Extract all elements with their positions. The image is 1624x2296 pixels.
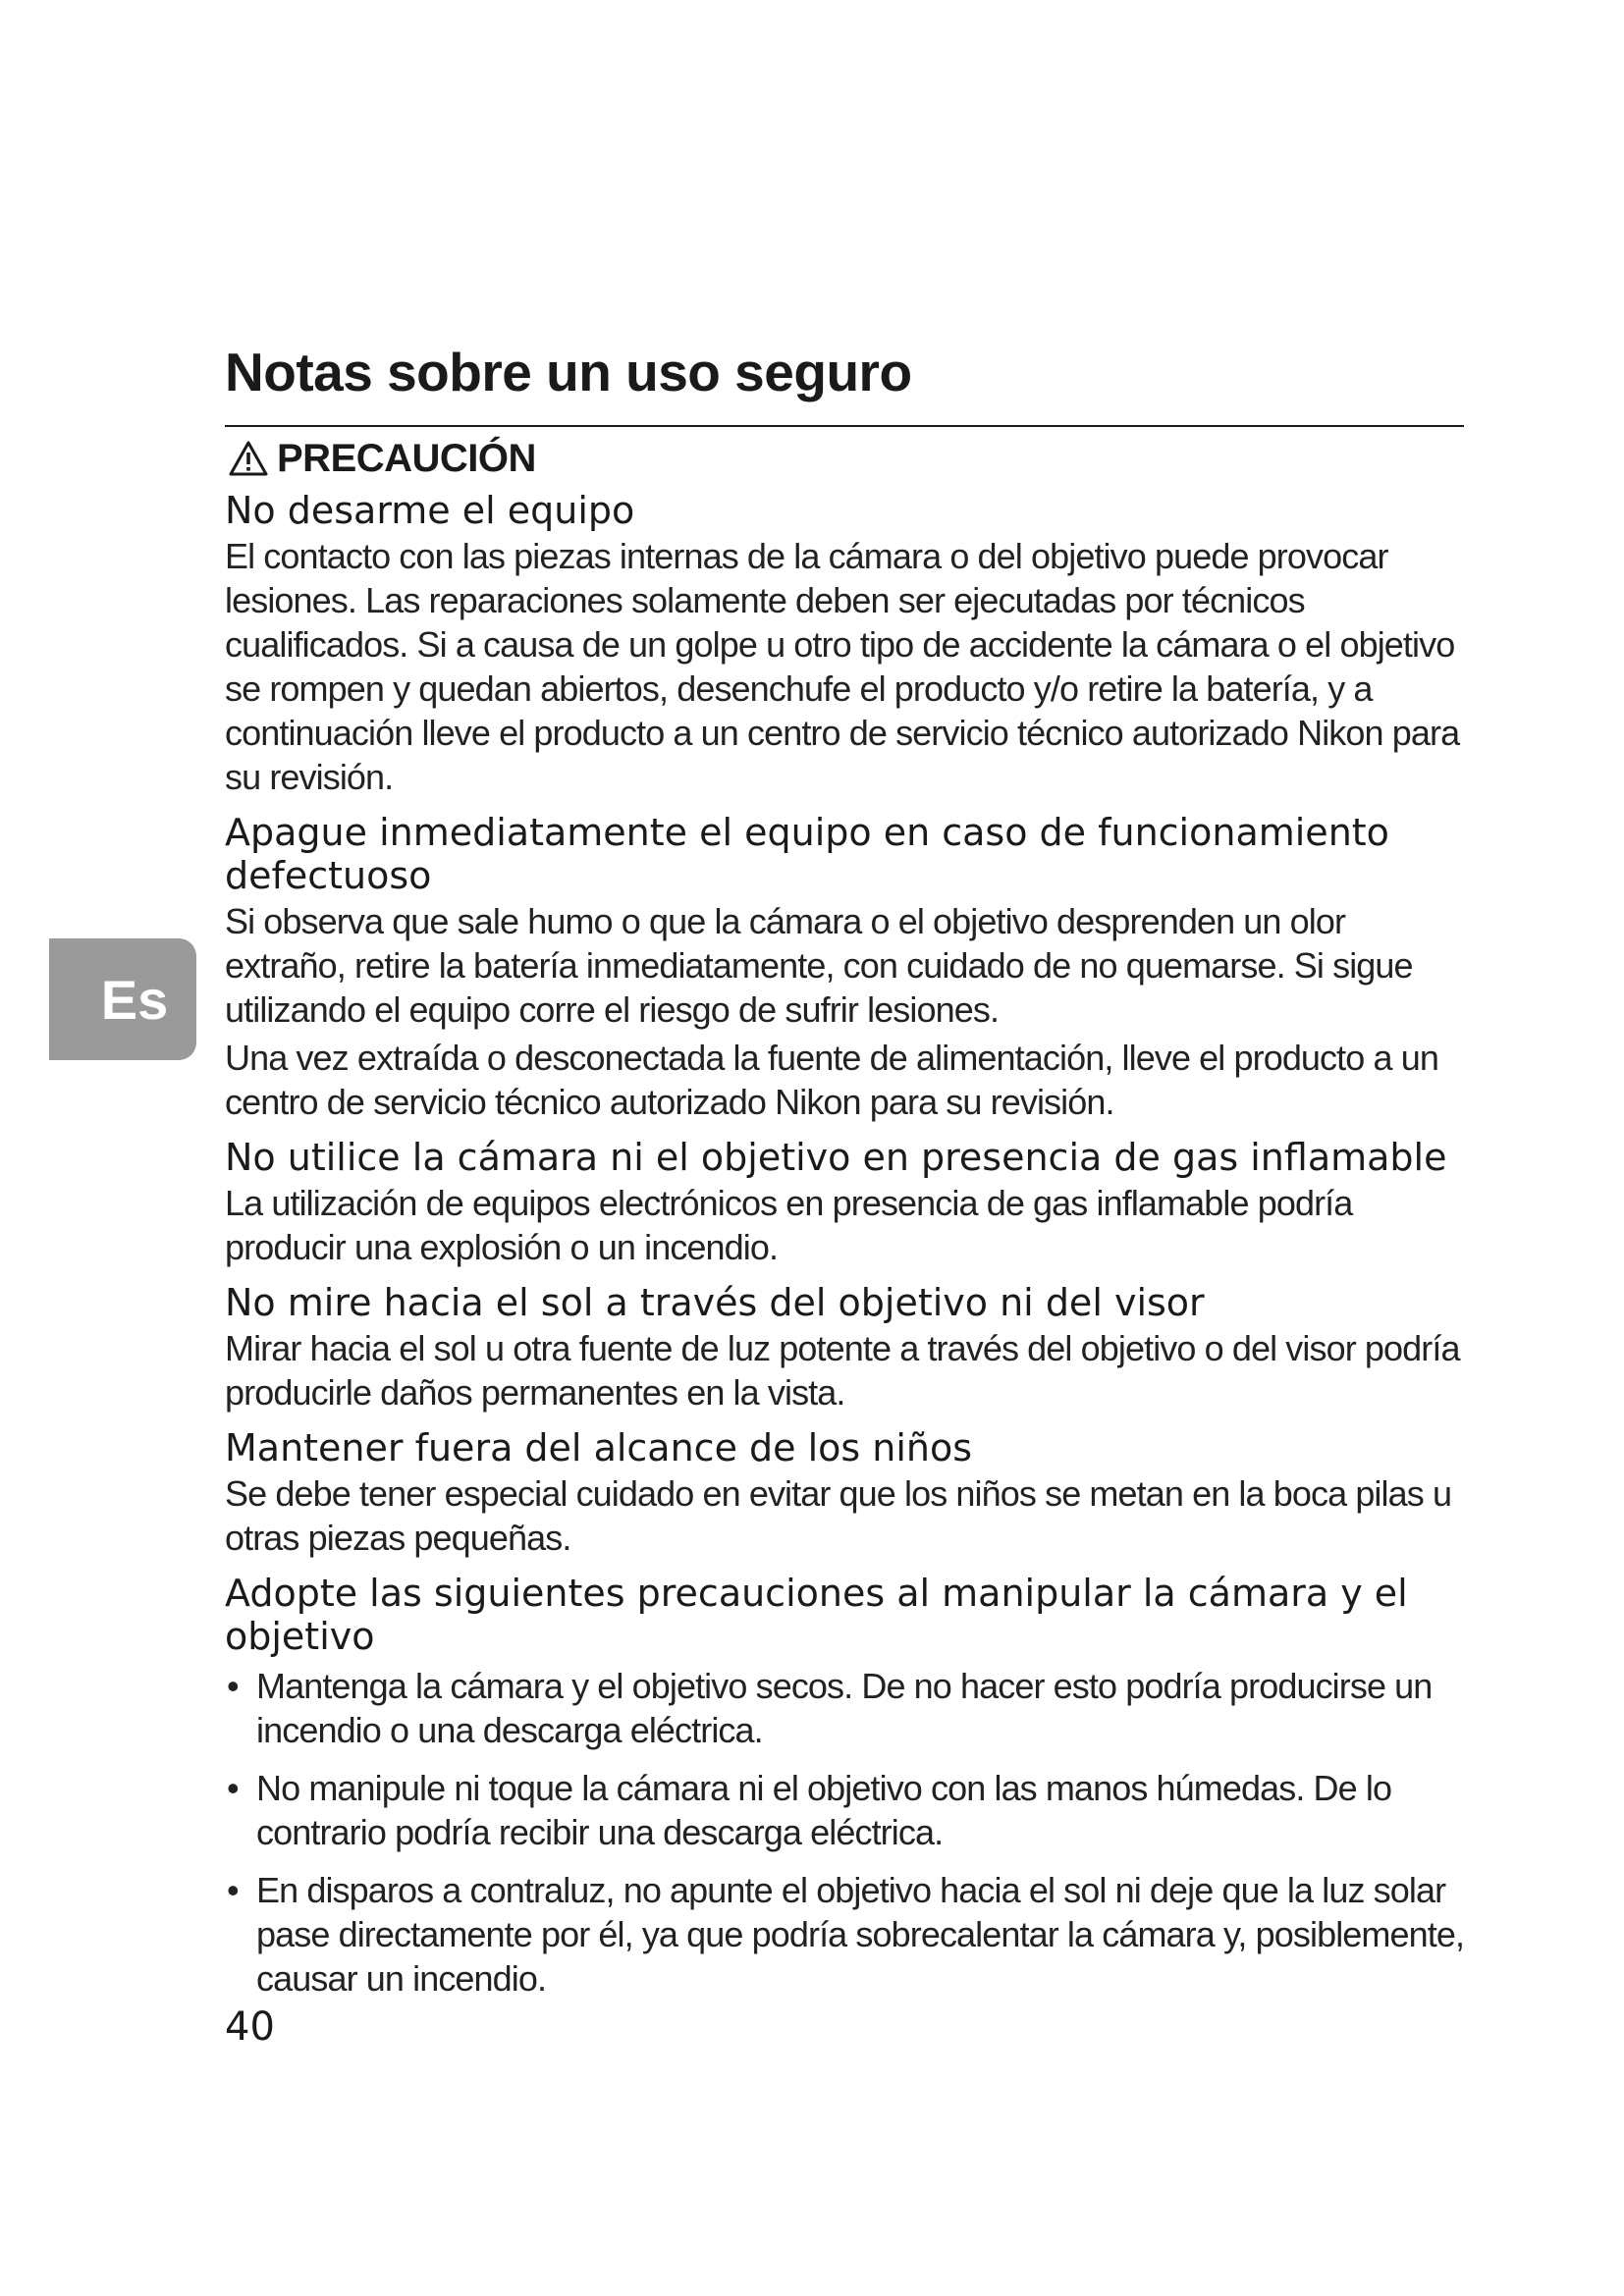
section-paragraph: Una vez extraída o desconectada la fuente de alimentación, lleve el producto a un centro de servicio técnico autorizado Nikon para su revisión. <box>225 1038 1438 1122</box>
precautions-list <box>225 1664 1467 2001</box>
section-malfunction <box>225 811 1467 1124</box>
section-paragraph: Si observa que sale humo o que la cámara o el objetivo desprenden un olor extraño, retire la batería inmediatamente, con cuidado de no quemarse. Si sigue utilizando el equipo corre el riesgo de sufrir lesiones. <box>225 901 1413 1030</box>
section-heading: No desarme el equipo <box>225 489 635 532</box>
section-handling-precautions <box>225 1572 1467 2001</box>
language-tab <box>49 938 196 1060</box>
section-flammable-gas <box>225 1136 1467 1269</box>
section-children <box>225 1426 1467 1560</box>
section-paragraph: La utilización de equipos electrónicos en presencia de gas inflamable podría producir una explosión o un incendio. <box>225 1183 1353 1267</box>
section-heading: Adopte las siguientes precauciones al manipular la cámara y el objetivo <box>225 1572 1408 1658</box>
caution-header <box>228 436 536 481</box>
list-item <box>225 1868 1467 2001</box>
section-heading: Mantener fuera del alcance de los niños <box>225 1426 973 1469</box>
section-paragraph: Se debe tener especial cuidado en evitar que los niños se metan en la boca pilas u otras piezas pequeñas. <box>225 1473 1452 1558</box>
section-heading: No utilice la cámara ni el objetivo en presencia de gas inflamable <box>225 1136 1447 1179</box>
list-item-text: Mantenga la cámara y el objetivo secos. De no hacer esto podría producirse un incendio o una descarga eléctrica. <box>256 1666 1433 1750</box>
section-disassembly <box>225 489 1467 799</box>
warning-triangle-icon <box>228 440 269 477</box>
list-item <box>225 1664 1467 1752</box>
section-paragraph: Mirar hacia el sol u otra fuente de luz potente a través del objetivo o del visor podría producirle daños permanentes en la vista. <box>225 1328 1460 1413</box>
bullet-icon: • <box>227 1870 239 1910</box>
list-item <box>225 1766 1467 1854</box>
title-divider <box>225 425 1464 427</box>
list-item-text: En disparos a contraluz, no apunte el objetivo hacia el sol ni deje que la luz solar pase directamente por él, ya que podría sobrecalentar la cámara y, posiblemente, causar un incendio. <box>256 1870 1465 1999</box>
section-paragraph: El contacto con las piezas internas de la cámara o del objetivo puede provocar lesiones. Las reparaciones solamente deben ser ejecutadas por técnicos cualificados. Si a causa de un golpe u otro tipo de accidente la cámara o el objetivo se rompen y quedan abiertos, desenchufe el producto y/o retire la batería, y a continuación lleve el producto a un centro de servicio técnico autorizado Nikon para su revisión. <box>225 536 1460 797</box>
page-title: Notas sobre un uso seguro <box>225 342 912 402</box>
language-tab-label: Es <box>100 968 169 1031</box>
page-number: 40 <box>225 2004 275 2050</box>
section-heading: No mire hacia el sol a través del objetivo ni del visor <box>225 1281 1205 1324</box>
list-item-text: No manipule ni toque la cámara ni el objetivo con las manos húmedas. De lo contrario podría recibir una descarga eléctrica. <box>256 1768 1392 1852</box>
safety-content <box>225 489 1467 2014</box>
bullet-icon: • <box>227 1768 239 1808</box>
section-heading: Apague inmediatamente el equipo en caso de funcionamiento defectuoso <box>225 811 1389 897</box>
section-sun-viewfinder <box>225 1281 1467 1415</box>
caution-label: PRECAUCIÓN <box>277 436 536 480</box>
bullet-icon: • <box>227 1666 239 1706</box>
